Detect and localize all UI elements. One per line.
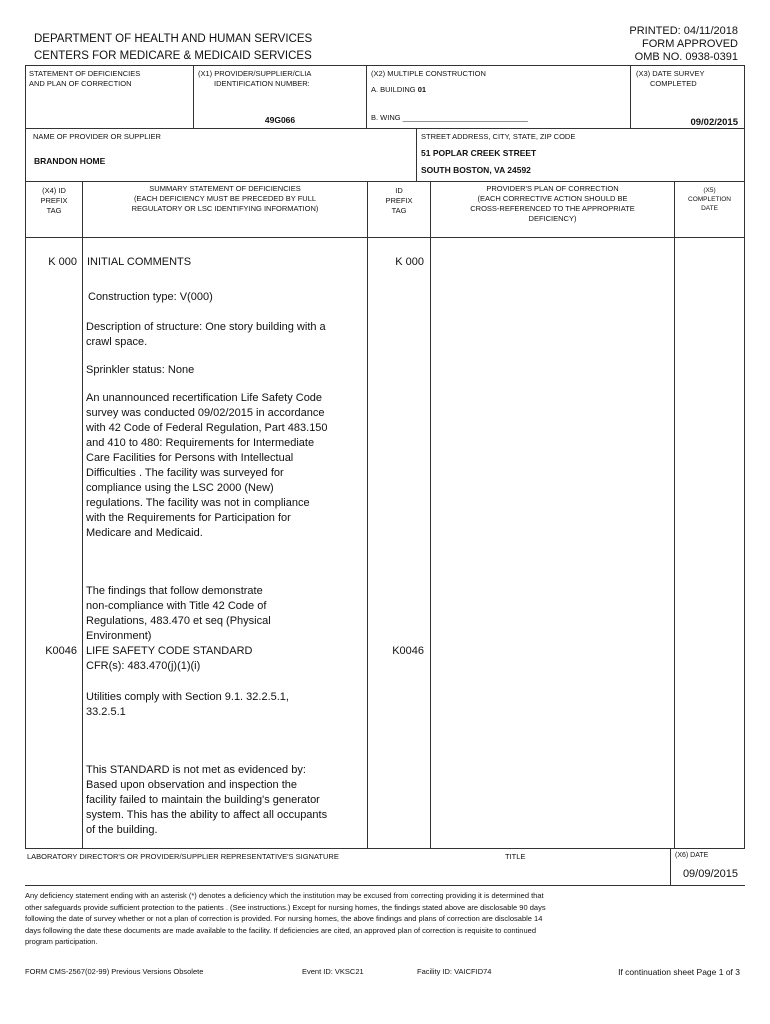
rule-sig-date (670, 848, 671, 885)
x4-header (26, 186, 82, 216)
x4-header-1: (X4) ID (42, 186, 66, 195)
findings-line-4: Environment) (86, 630, 152, 642)
x6-date-value: 09/09/2015 (682, 868, 738, 880)
findings-line-1: The findings that follow demonstrate (86, 585, 263, 597)
x5-header-2: COMPLETION (688, 196, 731, 203)
desc-line-2: crawl space. (86, 336, 148, 348)
rule-signature-bottom (25, 885, 745, 886)
sprinkler-status: Sprinkler status: None (86, 364, 195, 376)
survey-line-8: regulations. The facility was not in compliance (86, 497, 310, 509)
statement-label-1: STATEMENT OF DEFICIENCIES (29, 69, 141, 78)
form-approved: FORM APPROVED (642, 38, 738, 50)
disclaimer-line-3: following the date of survey whether or not a plan of correction is provided. For nursing homes, the above findings and plans of correction are disclosable 14 (25, 914, 543, 923)
address-line-1: 51 POPLAR CREEK STREET (421, 148, 537, 158)
id-header-2: PREFIX (385, 196, 413, 205)
tag1-left: K 000 (48, 256, 77, 268)
standard-line-1: This STANDARD is not met as evidenced by: (86, 764, 306, 776)
summary-header-2: (EACH DEFICIENCY MUST BE PRECEDED BY FULL (133, 194, 317, 203)
tag2-title: LIFE SAFETY CODE STANDARD (86, 645, 253, 657)
address-line-2: SOUTH BOSTON, VA 24592 (421, 165, 531, 175)
construction-type: Construction type: V(000) (88, 291, 213, 303)
rule-col-plan (674, 181, 675, 848)
survey-line-7: compliance using the LSC 2000 (New) (86, 482, 274, 494)
rule-col-prefix (82, 181, 83, 848)
wing-label: B. WING (371, 113, 401, 122)
standard-paragraph (86, 763, 346, 838)
statement-label-2: AND PLAN OF CORRECTION (29, 79, 132, 88)
survey-paragraph (86, 391, 346, 541)
utilities-line-2: 33.2.5.1 (86, 706, 126, 718)
x5-header (675, 186, 744, 213)
x1-label-1: (X1) PROVIDER/SUPPLIER/CLIA (198, 69, 312, 78)
x3-label-1: (X3) DATE SURVEY (636, 69, 705, 78)
disclaimer-line-2: other safeguards provide sufficient protection to the patients . (See instructions.) Except for nursing homes, the findings stated above are disclosable 90 days (25, 902, 546, 912)
survey-line-4: and 410 to 480: Requirements for Intermediate (86, 437, 315, 449)
summary-header-3: REGULATORY OR LSC IDENTIFYING INFORMATION) (131, 204, 319, 213)
wing-row (371, 113, 528, 123)
desc-line-1: Description of structure: One story building with a (86, 321, 326, 333)
address-label: STREET ADDRESS, CITY, STATE, ZIP CODE (421, 132, 576, 141)
summary-header-1: SUMMARY STATEMENT OF DEFICIENCIES (149, 184, 301, 193)
tag2-left: K0046 (45, 645, 77, 657)
provider-value: BRANDON HOME (34, 156, 106, 166)
standard-line-3: facility failed to maintain the building's generator (86, 794, 320, 806)
summary-header (83, 184, 367, 214)
tag2-right: K0046 (392, 645, 424, 657)
building-label: A. BUILDING (371, 85, 416, 94)
tag1-title: INITIAL COMMENTS (87, 256, 192, 268)
survey-line-6: Difficulties . The facility was surveyed for (86, 467, 284, 479)
id-header-3: TAG (391, 206, 407, 215)
rule-body-bottom (25, 848, 745, 849)
plan-header-1: PROVIDER'S PLAN OF CORRECTION (486, 184, 619, 193)
footer-event-id: Event ID: VKSC21 (302, 967, 364, 976)
plan-header-2: (EACH CORRECTIVE ACTION SHOULD BE (477, 194, 628, 203)
x1-value: 49G066 (264, 115, 296, 125)
footer-continuation: If continuation sheet Page 1 of 3 (618, 967, 740, 977)
x5-header-1: (X5) (703, 187, 716, 194)
rule-col-summary (367, 181, 368, 848)
title-label: TITLE (505, 852, 526, 861)
rule-address-left (416, 128, 417, 181)
x6-date-label: (X6) DATE (675, 852, 709, 859)
wing-blank: ______________________________ (402, 113, 528, 122)
standard-line-2: Based upon observation and inspection the (86, 779, 297, 791)
x2-label: (X2) MULTIPLE CONSTRUCTION (371, 69, 486, 78)
rule-left (25, 65, 26, 848)
rule-right (744, 65, 745, 848)
x3-label-2: COMPLETED (650, 79, 697, 88)
survey-line-9: with the Requirements for Participation for (86, 512, 291, 524)
plan-header (431, 184, 674, 224)
printed-date: PRINTED: 04/11/2018 (629, 25, 738, 37)
tag2-cfr: CFR(s): 483.470(j)(1)(i) (86, 660, 201, 672)
agency-line-2: CENTERS FOR MEDICARE & MEDICAID SERVICES (34, 50, 312, 62)
x4-header-2: PREFIX (40, 196, 68, 205)
survey-line-5: Care Facilities for Persons with Intellectual (86, 452, 294, 464)
id-header (368, 186, 430, 216)
rule-columns-bottom (25, 237, 745, 238)
rule-x3-left (630, 65, 631, 128)
disclaimer-line-4: days following the date these documents are made available to the facility. If deficiencies are cited, an approved plan of correction is requisite to continued (25, 925, 536, 935)
x4-header-3: TAG (46, 206, 62, 215)
rule-x1-left (193, 65, 194, 128)
disclaimer (25, 890, 745, 948)
findings-line-3: Regulations, 483.470 et seq (Physical (86, 615, 271, 627)
building-value: 01 (417, 85, 427, 94)
findings-paragraph (86, 584, 346, 644)
disclaimer-line-1: Any deficiency statement ending with an asterisk (*) denotes a deficiency which the institution may be excused from correcting providing it is determined that (25, 891, 544, 900)
utilities-paragraph (86, 690, 346, 720)
plan-header-3: CROSS-REFERENCED TO THE APPROPRIATE (470, 204, 635, 213)
rule-top (25, 65, 745, 66)
rule-x2-left (366, 65, 367, 128)
x5-header-3: DATE (701, 205, 718, 212)
utilities-line-1: Utilities comply with Section 9.1. 32.2.5.1, (86, 691, 289, 703)
x3-value: 09/02/2015 (690, 117, 738, 128)
survey-line-10: Medicare and Medicaid. (86, 527, 203, 539)
standard-line-5: of the building. (86, 824, 158, 836)
signature-label: LABORATORY DIRECTOR'S OR PROVIDER/SUPPLIER REPRESENTATIVE'S SIGNATURE (27, 852, 339, 861)
tag1-right: K 000 (395, 256, 424, 268)
plan-header-4: DEFICIENCY) (528, 214, 577, 223)
survey-line-2: survey was conducted 09/02/2015 in accordance (86, 407, 325, 419)
omb-number: OMB NO. 0938-0391 (634, 51, 738, 63)
x1-label-2: IDENTIFICATION NUMBER: (214, 79, 310, 88)
agency-line-1: DEPARTMENT OF HEALTH AND HUMAN SERVICES (34, 33, 313, 45)
rule-col-id (430, 181, 431, 848)
standard-line-4: system. This has the ability to affect all occupants (86, 809, 328, 821)
survey-line-1: An unannounced recertification Life Safety Code (86, 392, 323, 404)
findings-line-2: non-compliance with Title 42 Code of (86, 600, 267, 612)
survey-line-3: with 42 Code of Federal Regulation, Part 483.150 (86, 422, 328, 434)
rule-columns-top (25, 181, 745, 182)
structure-description (86, 320, 346, 350)
footer-facility-id: Facility ID: VAICFID74 (417, 967, 492, 976)
footer-form: FORM CMS-2567(02-99) Previous Versions Obsolete (25, 967, 204, 976)
building-row (371, 85, 426, 95)
provider-label: NAME OF PROVIDER OR SUPPLIER (33, 132, 161, 141)
disclaimer-line-5: program participation. (25, 937, 98, 946)
id-header-1: ID (395, 186, 403, 195)
